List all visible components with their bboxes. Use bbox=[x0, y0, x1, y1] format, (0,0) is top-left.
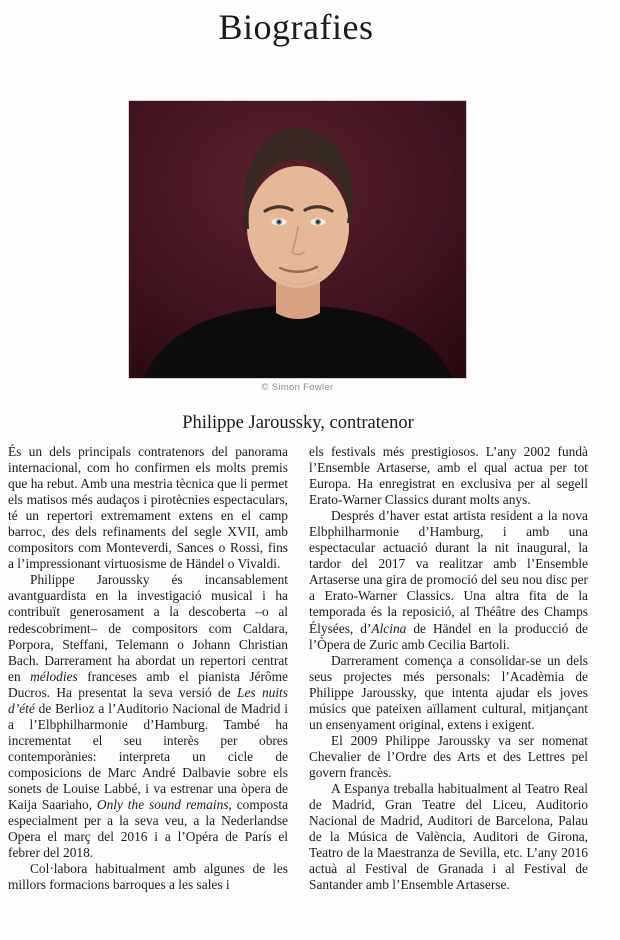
body-text: Col·labora habitualment amb algunes de les millors formacions barroques a les sales i bbox=[8, 861, 288, 893]
work-title-italic: mélodies bbox=[30, 668, 78, 684]
body-text: Philippe Jaroussky és incansablement avantguardista en la investigació musical i ha contribuït generosament a la descoberta –o al redescobriment– de compositors com Caldara, Porpora, Steffani, Telemann o Johann Christian Bach. Darrerament ha abordat un repertori centrat en bbox=[8, 572, 288, 684]
portrait-photo bbox=[129, 101, 466, 378]
body-text: Darrerament comença a consolidar-se un dels seus projectes més personals: l’Acadèmia de Philippe Jaroussky, que intenta ajudar els joves músics que pateixen aïllament cultural, mitjançant un ensenyament original, extens i exigent. bbox=[309, 652, 588, 732]
work-title-italic: Alcina bbox=[371, 620, 407, 636]
text-column-right bbox=[309, 444, 588, 893]
paragraph bbox=[8, 572, 288, 861]
paragraph bbox=[309, 444, 588, 508]
paragraph bbox=[309, 781, 588, 893]
page-title: Biografies bbox=[218, 7, 374, 47]
text-column-left bbox=[8, 444, 288, 893]
body-text: de Händel en la producció de l’Òpera de Zuric amb Cecilia Bartoli. bbox=[309, 620, 588, 652]
paragraph bbox=[8, 444, 288, 572]
paragraph bbox=[8, 861, 288, 893]
section-heading: Philippe Jaroussky, contratenor bbox=[182, 413, 414, 433]
body-text: franceses amb el pianista Jérôme Ducros. Ha presentat la seva versió de bbox=[8, 668, 288, 700]
biography-text bbox=[8, 444, 588, 893]
work-title-italic: Only the sound remains bbox=[96, 797, 229, 813]
body-text: , composta especialment per a la seva veu, a la Nederlandse Opera el març del 2016 i a l’Opéra de París el febrer del 2018. bbox=[8, 797, 289, 861]
portrait-illustration bbox=[129, 101, 466, 378]
body-text: els festivals més prestigiosos. L’any 2002 fundà l’Ensemble Artaserse, amb el qual actua per tot Europa. Ha enregistrat en exclusiva per al segell Erato-Warner Classics durant molts anys. bbox=[309, 444, 588, 508]
work-title-italic: Les nuits d’été bbox=[8, 684, 288, 716]
paragraph bbox=[309, 733, 588, 781]
photo-credit: © Simon Fowler bbox=[261, 382, 334, 393]
body-text: A Espanya treballa habitualment al Teatro Real de Madrid, Gran Teatre del Liceu, Auditorio Nacional de Madrid, Auditori de Barcelona, Palau de la Música de València, Auditori de Girona, Teatro de la Maestranza de Sevilla, etc. L’any 2016 actuà al Festival de Granada i al Festival de Santander amb l’Ensemble Artaserse. bbox=[309, 780, 588, 893]
paragraph bbox=[309, 653, 588, 733]
body-text: de Berlioz a l’Auditorio Nacional de Madrid i a l’Elbphilharmonie d’Hamburg. També ha incrementat el seu interès per obres contemporànies: interpreta un cicle de composicions de Marc André Dalbavie sobre els sonets de Louise Labbé, i va estrenar una òpera de Kaija Saariaho, bbox=[8, 700, 288, 813]
body-text: Després d’haver estat artista resident a la nova Elbphilharmonie d’Hamburg, i amb una espectacular actuació durant la nit inaugural, la tardor del 2017 va realitzar amb l’Ensemble Artaserse una gira de promoció del seu nou disc per a Erato-Warner Classics. Una altra fita de la temporada és la reposició, al Théâtre des Champs Élysées, d’ bbox=[309, 508, 588, 636]
paragraph bbox=[309, 508, 588, 652]
body-text: És un dels principals contratenors del panorama internacional, com ho confirmen els molts premis que ha rebut. Amb una mestria tècnica que li permet els matisos més audaços i pirotècnies espectaculars, té un repertori extremament extens en el camp barroc, des dels refinaments del segle XVII, amb compositors com Monteverdi, Sances o Rossi, fins a l’impressionant virtuosisme de Händel o Vivaldi. bbox=[8, 444, 288, 572]
body-text: El 2009 Philippe Jaroussky va ser nomenat Chevalier de l’Ordre des Arts et des Lettres pel govern francès. bbox=[309, 732, 588, 780]
